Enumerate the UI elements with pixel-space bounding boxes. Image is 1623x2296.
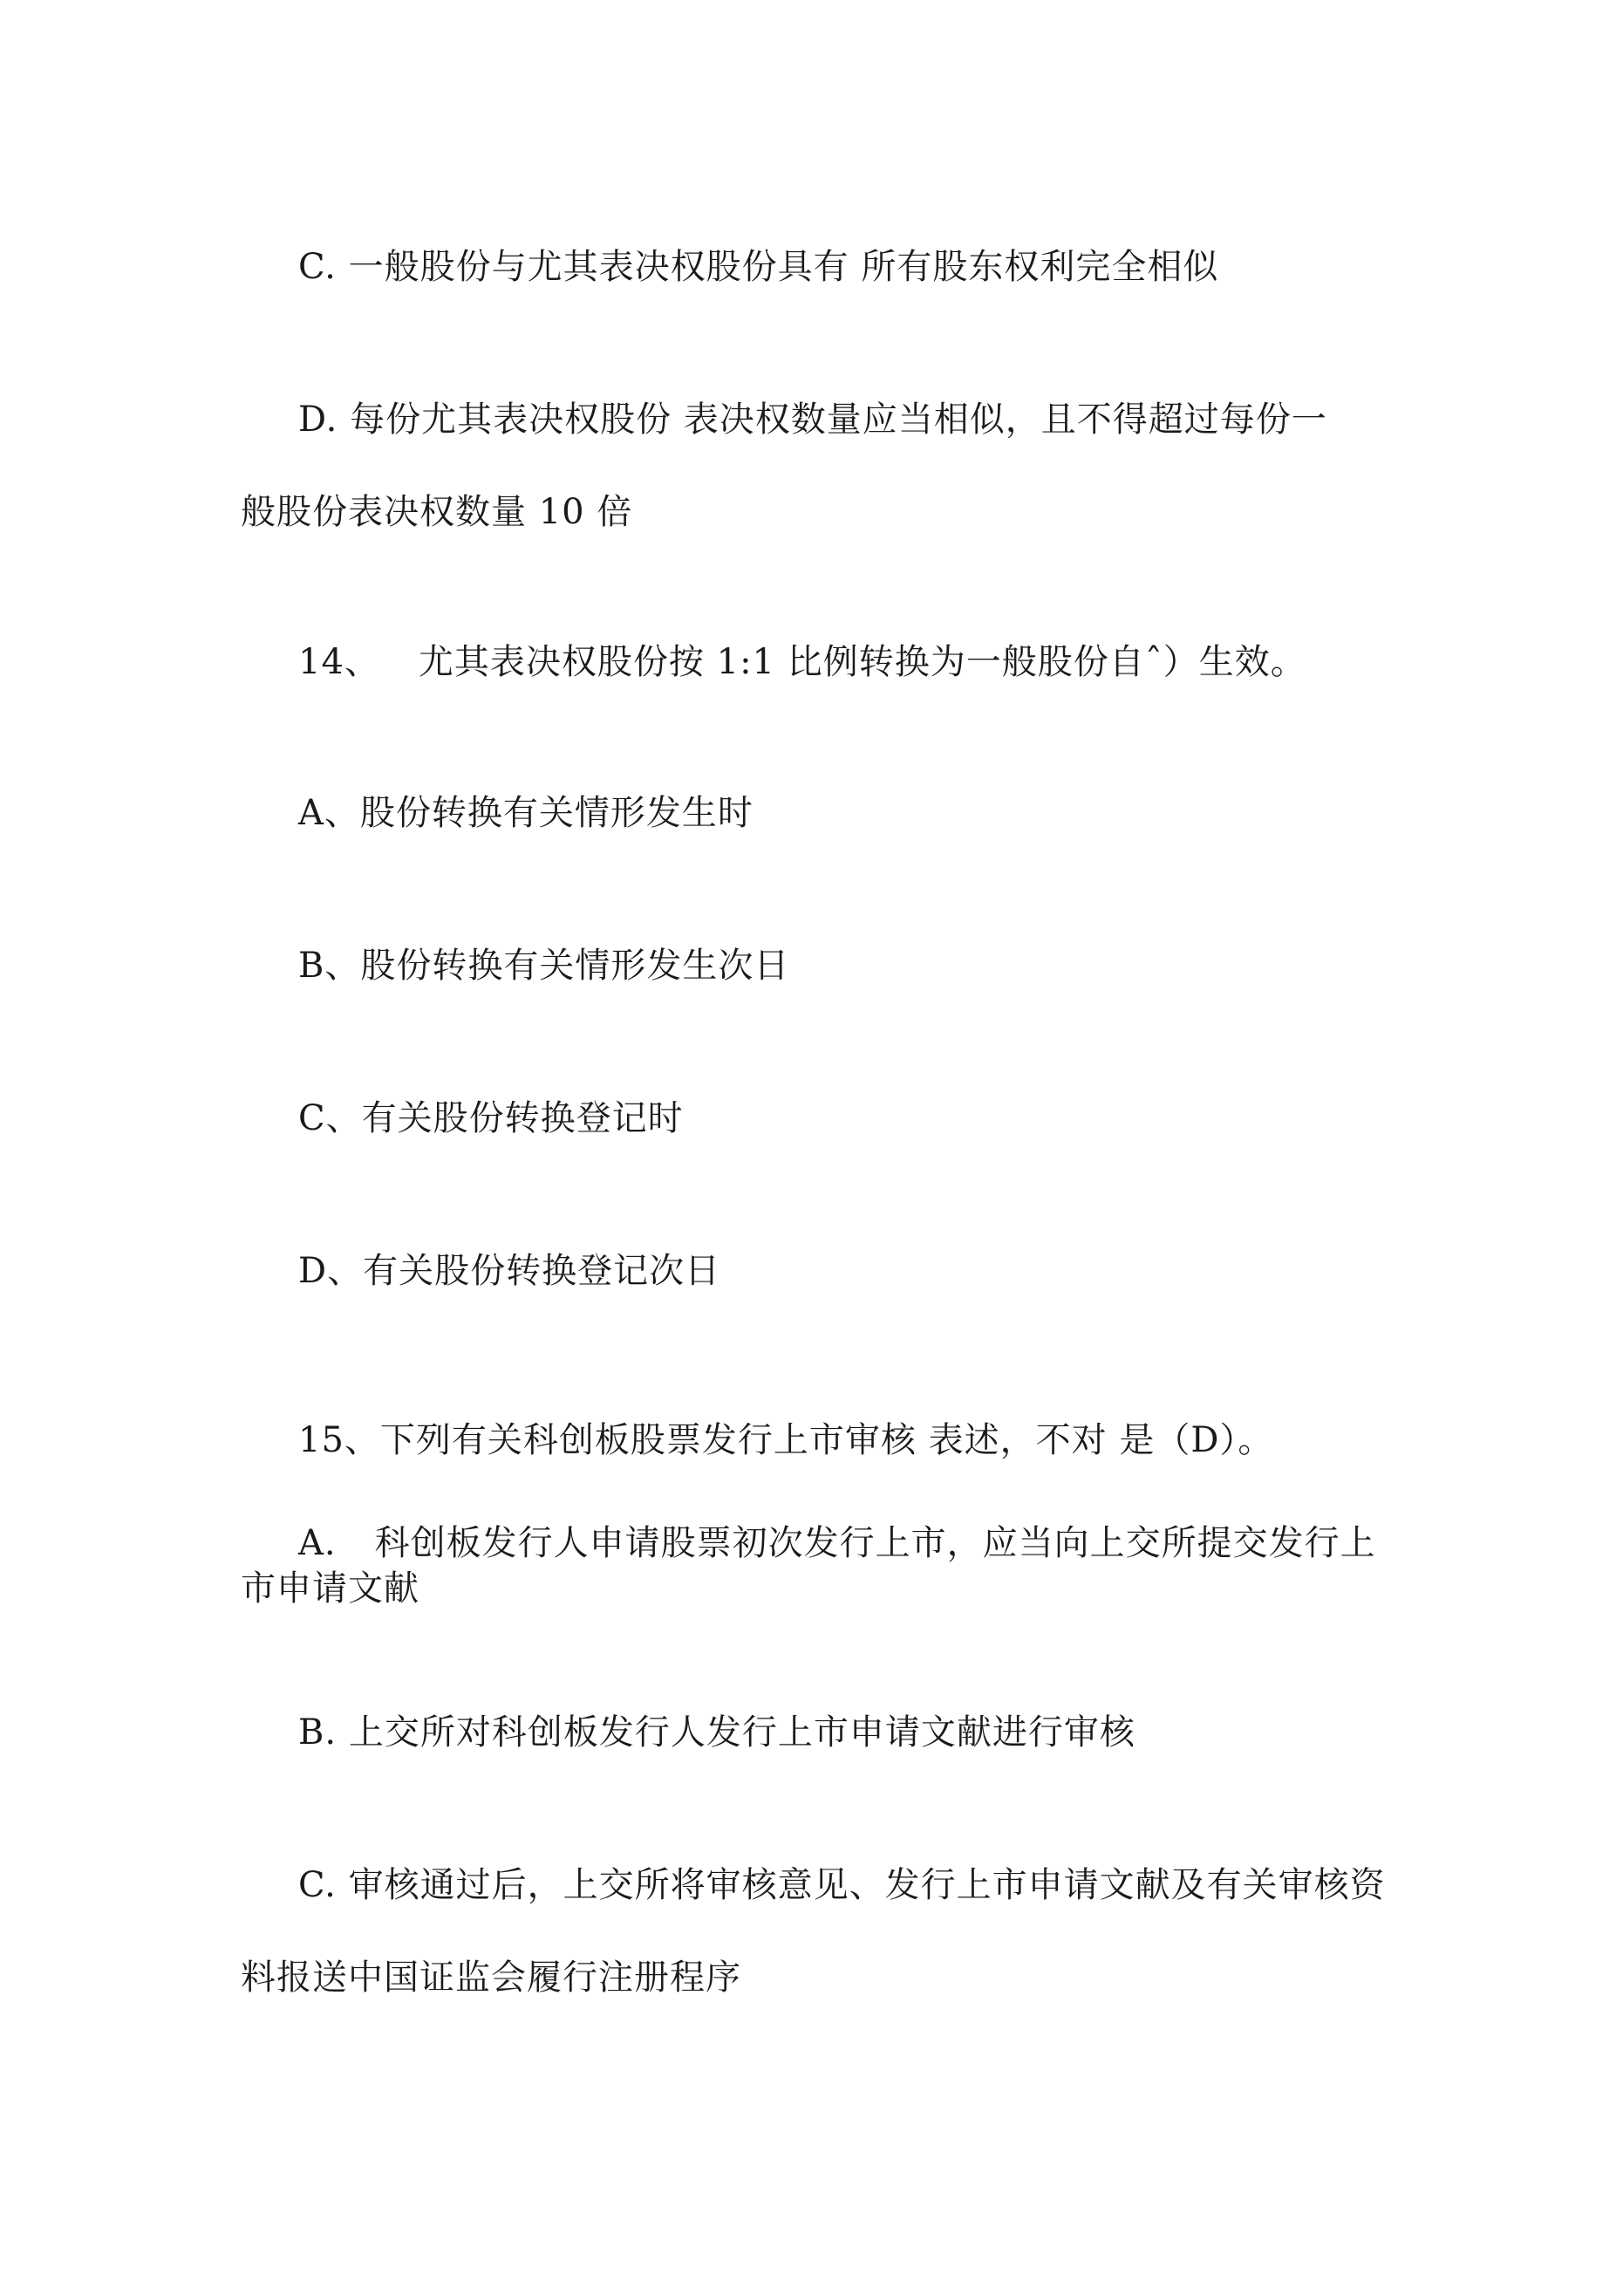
option-13c: C. 一般股份与尤其表决权股份具有 所有股东权利完全相似 [298, 247, 1219, 287]
question-14 [298, 641, 1306, 683]
option-15a-text: 科创板发行人申请股票初次发行上市，应当向上交所提交发行上 [374, 1523, 1376, 1563]
option-13d: D. 每份尤其表决权股份 表决权数量应当相似，且不得超过每份一 [298, 400, 1327, 440]
option-14a: A、股份转换有关情形发生时 [298, 793, 754, 833]
option-15b: B. 上交所对科创板发行人发行上市申请文献进行审核 [298, 1712, 1135, 1753]
option-15c-continuation: 料报送中国证监会履行注册程序 [241, 1958, 741, 1998]
question-15: 15、下列有关科创板股票发行上市审核 表述，不对 是（D）。 [298, 1420, 1274, 1460]
option-13d-continuation: 般股份表决权数量 10 倍 [241, 492, 633, 532]
option-14b: B、股份转换有关情形发生次日 [298, 946, 790, 986]
question-14-text: 尤其表决权股份按 1:1 比例转换为一般股份自ˆ）生效。 [418, 642, 1306, 682]
option-14c: C、有关股份转换登记时 [298, 1098, 684, 1138]
option-14d: D、有关股份转换登记次日 [298, 1251, 721, 1291]
option-15a-label: A. [298, 1523, 337, 1563]
option-15a [298, 1522, 1376, 1564]
question-14-number: 14、 [298, 642, 380, 682]
option-15a-continuation: 市申请文献 [241, 1568, 419, 1609]
option-15c: C. 审核通过后，上交所将审核意见、发行上市申请文献及有关审核资 [298, 1865, 1386, 1905]
